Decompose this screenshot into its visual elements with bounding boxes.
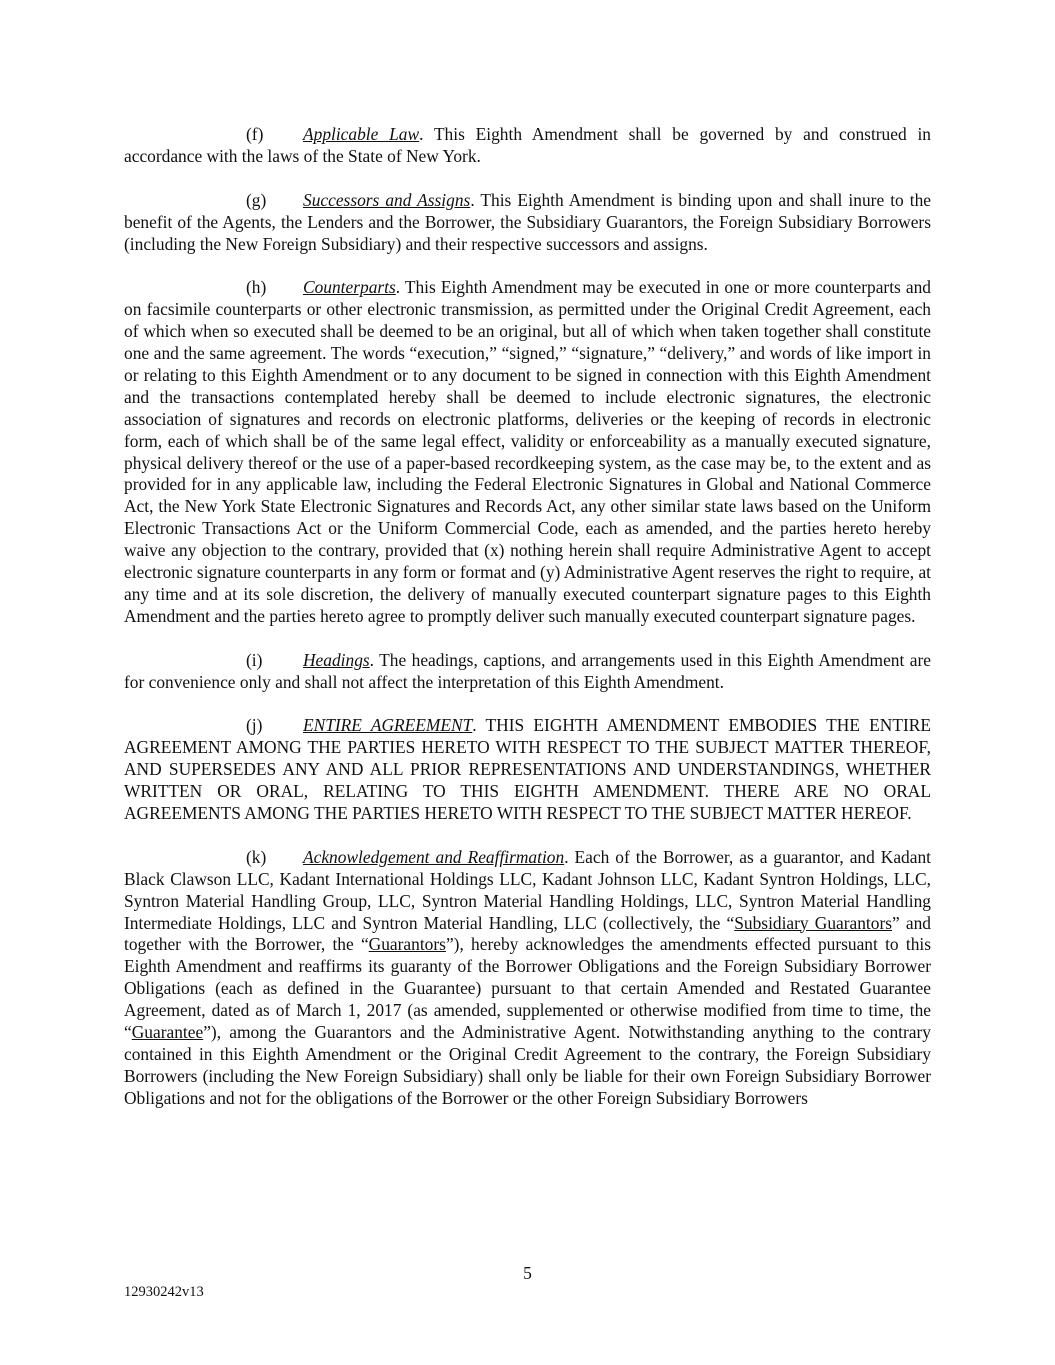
document-id: 12930242v13 bbox=[124, 1284, 204, 1300]
section-title: Headings bbox=[303, 649, 370, 670]
section-title: Applicable Law bbox=[303, 124, 420, 144]
section-text: ”), among the Guarantors and the Administrative Agent. Notwithstanding anything to the contrary contained in this Eighth Amendment or the Original Credit Agreement to the contrary, the Foreign Subsidiary Borrowers (including the New Foreign Subsidiary) shall only be liable for their own Foreign Subsidiary Borrower Obligations and not for the obligations of the Borrower or the other Foreign Subsidiary Borrowers bbox=[124, 1022, 931, 1108]
section-title: Acknowledgement and Reaffirmation bbox=[303, 846, 565, 867]
section-text: . This Eighth Amendment is binding upon and shall inure to the benefit of the Agents, the Lenders and the Borrower, the Subsidiary Guarantors, the Foreign Subsidiary Borrowers (including the New Foreign Subsidiary) and their respective successors and assigns. bbox=[124, 189, 931, 254]
section-label: (g) bbox=[246, 189, 267, 210]
section-label: (f) bbox=[246, 124, 264, 144]
section-i bbox=[124, 650, 931, 694]
section-k bbox=[124, 847, 931, 1110]
section-text: . THIS EIGHTH AMENDMENT EMBODIES THE ENTIRE AGREEMENT AMONG THE PARTIES HERETO WITH RESPECT TO THE SUBJECT MATTER THEREOF, AND SUPERSEDES ANY AND ALL PRIOR REPRESENTATIONS AND UNDERSTANDINGS, WHETHER WRITTEN OR ORAL, RELATING TO THIS EIGHTH AMENDMENT. THERE ARE NO ORAL AGREEMENTS AMONG THE PARTIES HERETO WITH RESPECT TO THE SUBJECT MATTER HEREOF. bbox=[124, 715, 931, 824]
section-title: Successors and Assigns bbox=[303, 189, 471, 210]
document-body bbox=[124, 124, 931, 1132]
section-label: (j) bbox=[246, 715, 263, 736]
section-text: . This Eighth Amendment shall be governed by and construed in accordance with the laws of the State of New York. bbox=[124, 124, 931, 166]
section-h bbox=[124, 277, 931, 628]
section-title: Counterparts bbox=[303, 277, 396, 298]
section-g bbox=[124, 190, 931, 256]
section-j bbox=[124, 715, 931, 825]
defined-term: Subsidiary Guarantors bbox=[734, 912, 893, 933]
section-f bbox=[124, 124, 931, 168]
section-text: . This Eighth Amendment may be executed in one or more counterparts and on facsimile counterparts or other electronic transmission, as permitted under the Original Credit Agreement, each of which when so executed shall be deemed to be an original, but all of which when taken together shall constitute one and the same agreement. The words “execution,” “signed,” “signature,” “delivery,” and words of like import in or relating to this Eighth Amendment or to any document to be signed in connection with this Eighth Amendment and the transactions contemplated hereby shall be deemed to include electronic signatures, the electronic association of signatures and records on electronic platforms, deliveries or the keeping of records in electronic form, each of which shall be of the same legal effect, validity or enforceability as a manually executed signature, physical delivery thereof or the use of a paper-based recordkeeping system, as the case may be, to the extent and as provided for in any applicable law, including the Federal Electronic Signatures in Global and National Commerce Act, the New York State Electronic Signatures and Records Act, any other similar state laws based on the Uniform Electronic Transactions Act or the Uniform Commercial Code, each as amended, and the parties hereto hereby waive any objection to the contrary, provided that (x) nothing herein shall require Administrative Agent to accept electronic signature counterparts in any form or format and (y) Administrative Agent reserves the right to require, at any time and at its sole discretion, the delivery of manually executed counterpart signature pages to this Eighth Amendment and the parties hereto agree to promptly deliver such manually executed counterpart signature pages. bbox=[124, 277, 931, 626]
section-label: (k) bbox=[246, 846, 267, 867]
section-text: ” and together with the Borrower, the “ bbox=[124, 912, 931, 955]
page-number: 5 bbox=[523, 1263, 532, 1283]
section-title: ENTIRE AGREEMENT bbox=[303, 715, 473, 736]
defined-term: Guarantee bbox=[131, 1022, 204, 1043]
section-label: (i) bbox=[246, 649, 263, 670]
defined-term: Guarantors bbox=[368, 934, 446, 955]
section-text: . Each of the Borrower, as a guarantor, and Kadant Black Clawson LLC, Kadant International Holdings LLC, Kadant Johnson LLC, Kadant Syntron Holdings, LLC, Syntron Material Handling Group, LLC, Syntron Material Handling Holdings, LLC, Syntron Material Handling Intermediate Holdings, LLC and Syntron Material Handling, LLC (collectively, the “ bbox=[124, 846, 932, 933]
section-label: (h) bbox=[246, 277, 267, 298]
section-text: . The headings, captions, and arrangements used in this Eighth Amendment are for convenience only and shall not affect the interpretation of this Eighth Amendment. bbox=[124, 649, 931, 692]
section-text: ”), hereby acknowledges the amendments effected pursuant to this Eighth Amendment and reaffirms its guaranty of the Borrower Obligations and the Foreign Subsidiary Borrower Obligations (each as defined in the Guarantee) pursuant to that certain Amended and Restated Guarantee Agreement, dated as of March 1, 2017 (as amended, supplemented or otherwise modified from time to time, the “ bbox=[124, 934, 931, 1043]
